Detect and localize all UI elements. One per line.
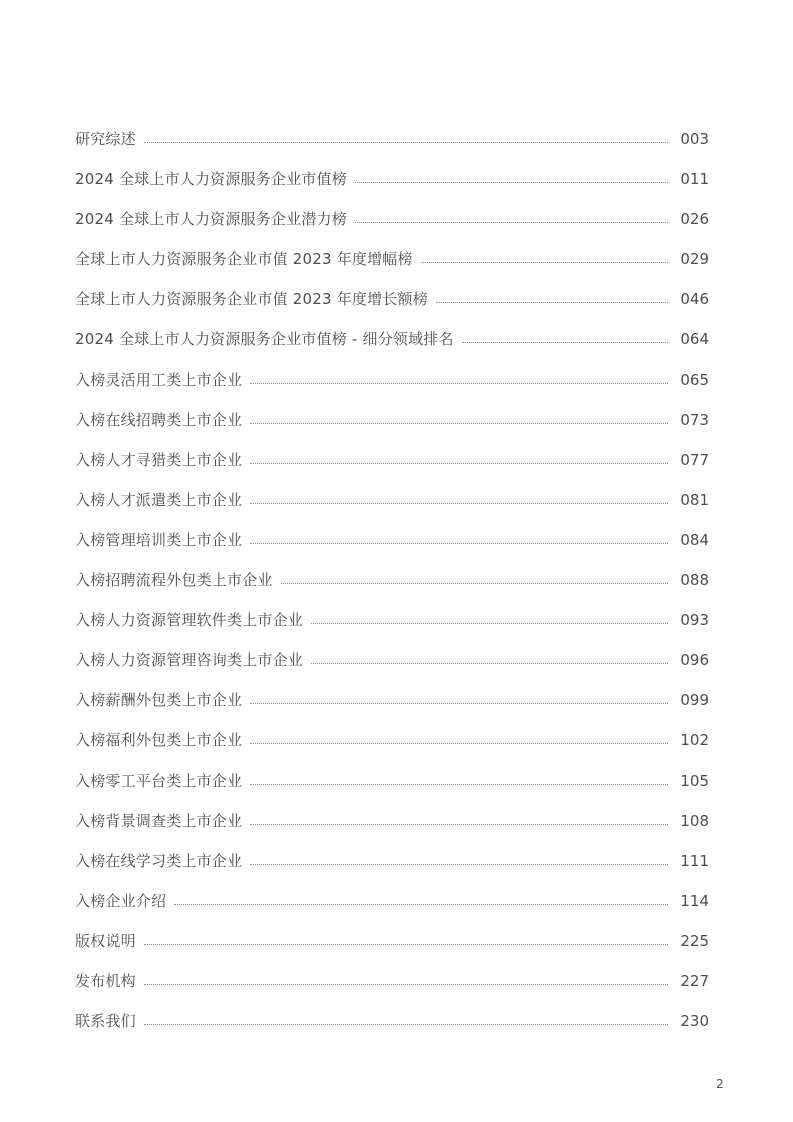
toc-entry[interactable]: [75, 872, 709, 912]
toc-entry-page: 046: [680, 290, 709, 309]
toc-entry[interactable]: [75, 150, 709, 190]
toc-entry[interactable]: [75, 912, 709, 952]
toc-entry-page: 225: [680, 931, 709, 950]
dot-leader: [144, 984, 669, 985]
toc-entry[interactable]: [75, 471, 709, 511]
toc-entry-page: 011: [680, 170, 709, 189]
toc-entry-title: 2024 全球上市人力资源服务企业潜力榜: [75, 210, 347, 229]
toc-entry[interactable]: [75, 751, 709, 791]
toc-entry-page: 003: [680, 130, 709, 148]
dot-leader: [462, 342, 669, 343]
dot-leader: [250, 423, 668, 424]
toc-entry[interactable]: [75, 671, 709, 711]
toc-entry[interactable]: [75, 431, 709, 471]
toc-entry-title: 全球上市人力资源服务企业市值 2023 年度增长额榜: [75, 290, 428, 309]
toc-entry-title: 发布机构: [75, 971, 136, 990]
dot-leader: [436, 302, 668, 303]
dot-leader: [421, 262, 669, 263]
toc-entry-title: 入榜在线招聘类上市企业: [75, 410, 243, 429]
toc-entry-title: 入榜管理培训类上市企业: [75, 530, 243, 549]
toc-entry[interactable]: [75, 792, 709, 832]
toc-entry-page: 081: [680, 490, 709, 509]
toc-entry[interactable]: [75, 711, 709, 751]
toc-entry-page: 026: [680, 210, 709, 229]
toc-entry-title: 2024 全球上市人力资源服务企业市值榜: [75, 170, 347, 189]
toc-entry[interactable]: [75, 511, 709, 551]
toc-entry[interactable]: [75, 551, 709, 591]
toc-entry-page: 064: [680, 330, 709, 349]
toc-entry[interactable]: [75, 230, 709, 270]
toc-entry[interactable]: [75, 631, 709, 671]
toc-entry-title: 入榜在线学习类上市企业: [75, 851, 243, 870]
toc-entry-page: 093: [680, 611, 709, 630]
toc-entry[interactable]: [75, 350, 709, 390]
toc-entry-page: 065: [680, 370, 709, 389]
toc-entry[interactable]: [75, 952, 709, 992]
toc-entry-page: 102: [680, 731, 709, 750]
toc-entry-page: 099: [680, 691, 709, 710]
dot-leader: [250, 864, 668, 865]
toc-entry-page: 088: [680, 571, 709, 590]
toc-entry[interactable]: [75, 270, 709, 310]
toc-entry-page: 096: [680, 651, 709, 670]
dot-leader: [250, 463, 668, 464]
dot-leader: [144, 944, 669, 945]
dot-leader: [311, 663, 668, 664]
toc-entry-title: 入榜人才派遣类上市企业: [75, 490, 243, 509]
toc-entry-title: 入榜薪酬外包类上市企业: [75, 691, 243, 710]
dot-leader: [174, 904, 668, 905]
toc-entry-title: 入榜人力资源管理软件类上市企业: [75, 611, 304, 630]
toc-entry[interactable]: [75, 391, 709, 431]
toc-entry-title: 入榜招聘流程外包类上市企业: [75, 571, 273, 590]
dot-leader: [250, 703, 668, 704]
toc-entry-title: 入榜福利外包类上市企业: [75, 731, 243, 750]
dot-leader: [250, 743, 668, 744]
toc-entry-page: 227: [680, 971, 709, 990]
toc-entry-page: 111: [680, 851, 709, 870]
toc-entry-title: 全球上市人力资源服务企业市值 2023 年度增幅榜: [75, 250, 413, 269]
toc-entry[interactable]: [75, 992, 709, 1032]
toc-entry-page: 084: [680, 530, 709, 549]
toc-entry-title: 研究综述: [75, 130, 136, 148]
dot-leader: [250, 543, 668, 544]
toc-entry-title: 联系我们: [75, 1012, 136, 1031]
toc-entry-title: 入榜零工平台类上市企业: [75, 771, 243, 790]
dot-leader: [355, 182, 668, 183]
table-of-contents: [75, 128, 709, 1032]
toc-entry[interactable]: [75, 310, 709, 350]
toc-entry-title: 入榜企业介绍: [75, 891, 167, 910]
toc-entry-page: 077: [680, 450, 709, 469]
dot-leader: [144, 142, 669, 143]
toc-entry-page: 105: [680, 771, 709, 790]
toc-entry-title: 入榜背景调查类上市企业: [75, 811, 243, 830]
toc-entry-page: 230: [680, 1012, 709, 1031]
toc-entry-page: 073: [680, 410, 709, 429]
dot-leader: [311, 623, 668, 624]
toc-entry-page: 108: [680, 811, 709, 830]
toc-entry-title: 版权说明: [75, 931, 136, 950]
toc-entry-title: 入榜人力资源管理咨询类上市企业: [75, 651, 304, 670]
toc-entry[interactable]: [75, 832, 709, 872]
dot-leader: [250, 784, 668, 785]
page-number: 2: [716, 1077, 724, 1091]
dot-leader: [355, 222, 668, 223]
dot-leader: [250, 383, 668, 384]
toc-entry-page: 114: [680, 891, 709, 910]
toc-entry-title: 入榜人才寻猎类上市企业: [75, 450, 243, 469]
dot-leader: [250, 824, 668, 825]
toc-entry[interactable]: [75, 128, 709, 150]
dot-leader: [250, 503, 668, 504]
toc-entry[interactable]: [75, 190, 709, 230]
dot-leader: [144, 1024, 669, 1025]
toc-entry-title: 2024 全球上市人力资源服务企业市值榜 - 细分领域排名: [75, 330, 454, 349]
toc-entry-page: 029: [680, 250, 709, 269]
toc-entry[interactable]: [75, 591, 709, 631]
dot-leader: [281, 583, 669, 584]
toc-entry-title: 入榜灵活用工类上市企业: [75, 370, 243, 389]
